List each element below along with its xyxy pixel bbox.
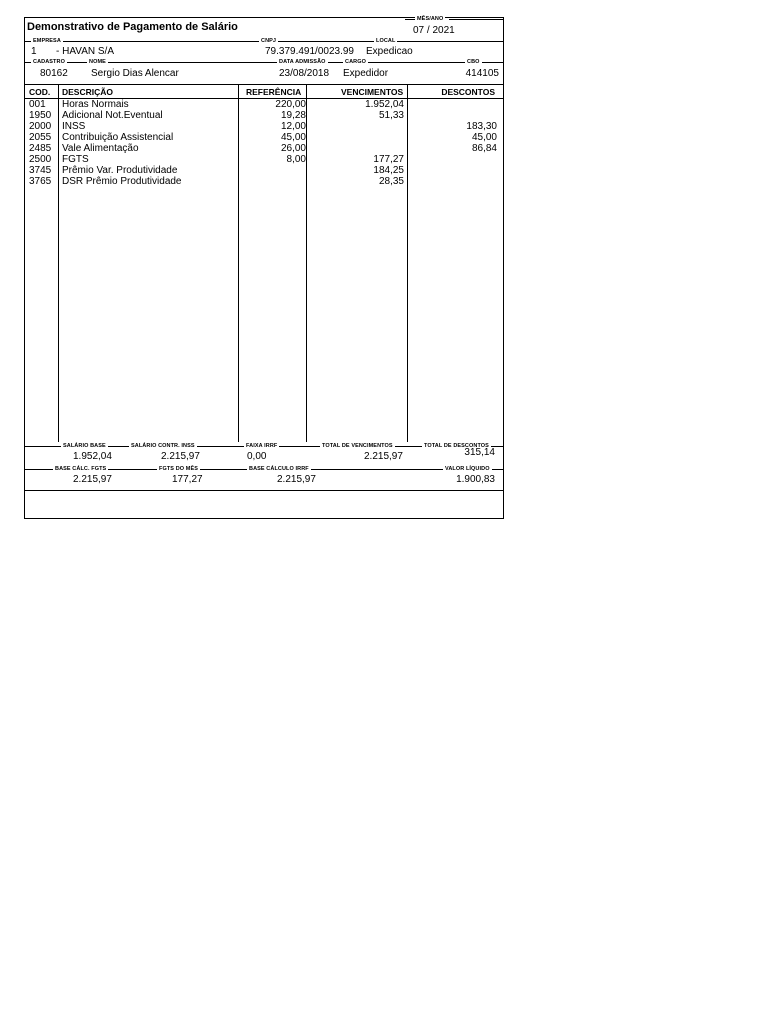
cadastro-label: CADASTRO [33,59,65,65]
salario-contr-inss-value: 2.215,97 [161,451,200,462]
document-title: Demonstrativo de Pagamento de Salário [27,21,238,33]
total-vencimentos-label: TOTAL DE VENCIMENTOS [322,443,393,449]
faixa-irrf-label: FAIXA IRRF [246,443,278,449]
cell-descricao: DSR Prêmio Produtividade [62,176,182,187]
admissao-value: 23/08/2018 [279,68,330,79]
valor-liquido-value: 1.900,83 [456,474,495,485]
cell-vencimentos: 177,27 [373,154,404,165]
cell-descricao: Horas Normais [62,99,129,110]
empresa-value: 1 - HAVAN S/A [31,46,114,57]
payslip-document [24,17,504,519]
cell-vencimentos: 1.952,04 [365,99,404,110]
cell-referencia: 26,00 [280,143,306,154]
cell-cod: 3765 [29,176,52,187]
cell-referencia: 8,00 [286,154,306,165]
cargo-value: Expedidor [343,68,389,79]
cell-descontos: 86,84 [471,143,497,154]
total-descontos-label: TOTAL DE DESCONTOS [424,443,489,449]
cadastro-value: 80162 [40,68,68,79]
nome-value: Sergio Dias Alencar [91,68,179,79]
col-header-vencimentos: VENCIMENTOS [341,87,404,97]
salario-base-value: 1.952,04 [73,451,112,462]
cell-vencimentos: 51,33 [378,110,404,121]
cell-descontos: 183,30 [466,121,497,132]
cnpj-label: CNPJ [261,38,277,44]
fgts-mes-value: 177,27 [172,474,203,485]
col-header-descricao: DESCRIÇÃO [62,87,114,97]
empresa-label: EMPRESA [33,38,61,44]
mes-ano-label: MÊS/ANO [417,16,444,22]
cell-descricao: INSS [62,121,86,132]
cnpj-value: 79.379.491/0023.99 [265,46,354,57]
cell-descricao: FGTS [62,154,89,165]
cell-descricao: Adicional Not.Eventual [62,110,163,121]
cell-vencimentos: 28,35 [378,176,404,187]
fgts-mes-label: FGTS DO MÊS [159,466,198,472]
cell-cod: 2485 [29,143,52,154]
cbo-value: 414105 [465,68,499,79]
cell-referencia: 19,28 [280,110,306,121]
col-header-cod: COD. [29,87,51,97]
cell-referencia: 12,00 [280,121,306,132]
cell-descontos: 45,00 [471,132,497,143]
cargo-label: CARGO [345,59,366,65]
cell-cod: 2055 [29,132,52,143]
cell-referencia: 220,00 [275,99,306,110]
local-value: Expedicao [366,46,413,57]
cell-cod: 001 [29,99,46,110]
cell-cod: 2500 [29,154,52,165]
faixa-irrf-value: 0,00 [247,451,267,462]
base-calc-fgts-label: BASE CÁLC. FGTS [55,466,107,472]
col-header-referencia: REFERÊNCIA [246,87,302,97]
admissao-label: DATA ADMISSÃO [279,59,326,65]
col-header-descontos: DESCONTOS [441,87,495,97]
salario-contr-inss-label: SALÁRIO CONTR. INSS [131,443,195,449]
cell-cod: 3745 [29,165,52,176]
total-vencimentos-value: 2.215,97 [364,451,403,462]
base-calc-fgts-value: 2.215,97 [73,474,112,485]
cell-descricao: Prêmio Var. Produtividade [62,165,178,176]
base-calculo-irrf-value: 2.215,97 [277,474,316,485]
base-calculo-irrf-label: BASE CÁLCULO IRRF [249,466,309,472]
cell-descricao: Vale Alimentação [62,143,139,154]
cell-cod: 2000 [29,121,52,132]
nome-label: NOME [89,59,106,65]
local-label: LOCAL [376,38,396,44]
cell-cod: 1950 [29,110,52,121]
valor-liquido-label: VALOR LÍQUIDO [445,466,490,472]
cell-descricao: Contribuição Assistencial [62,132,174,143]
total-descontos-value: 315,14 [464,447,495,458]
cbo-label: CBO [467,59,480,65]
mes-ano-value: 07 / 2021 [413,25,455,36]
cell-referencia: 45,00 [280,132,306,143]
cell-vencimentos: 184,25 [373,165,404,176]
salario-base-label: SALÁRIO BASE [63,443,106,449]
